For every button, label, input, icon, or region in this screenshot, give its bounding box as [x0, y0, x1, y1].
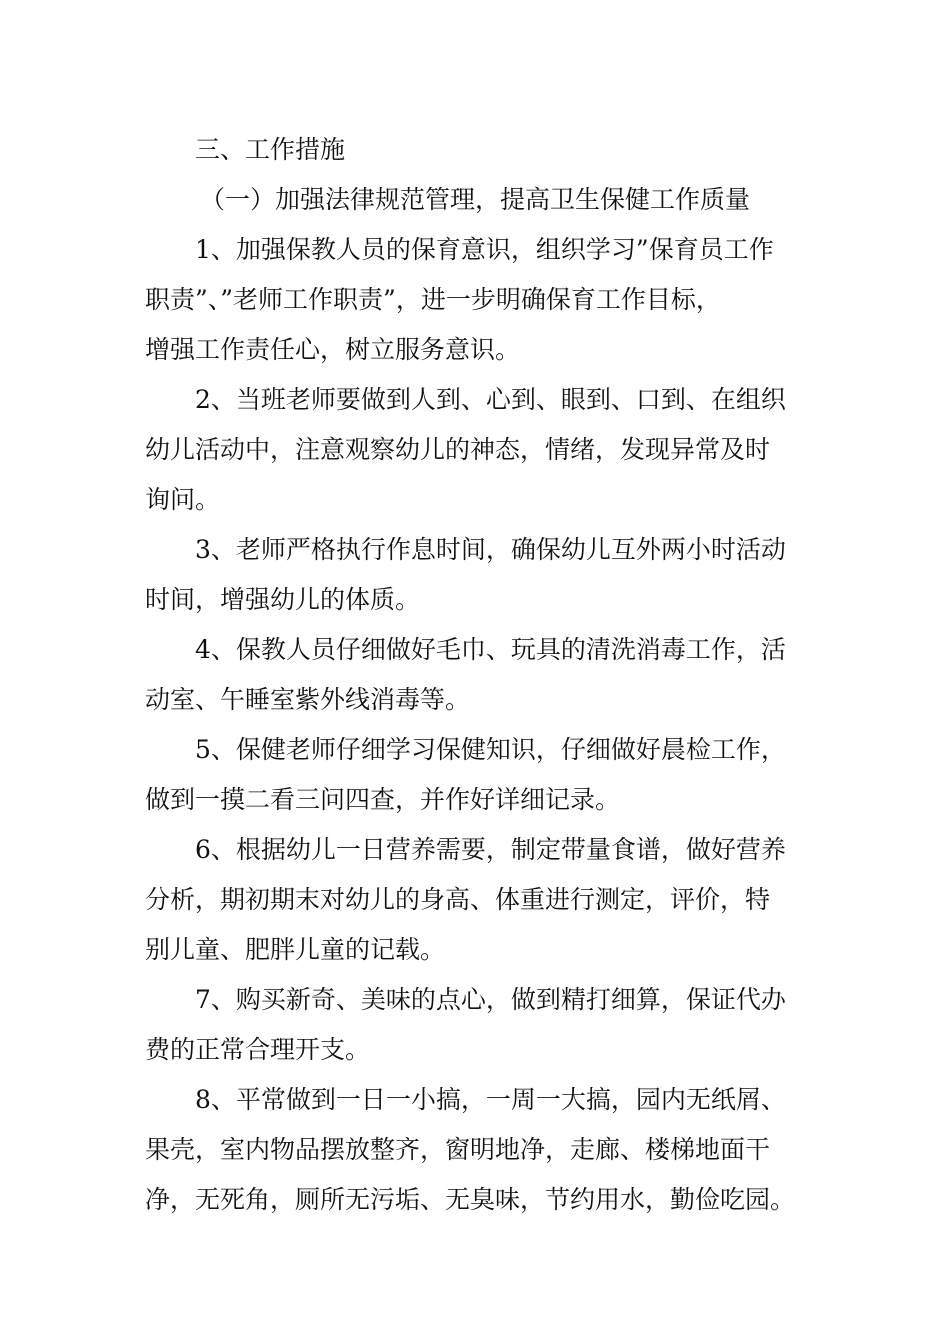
paragraph-line: 做到一摸二看三问四查，并作好详细记录。: [145, 785, 621, 814]
paragraph-line: 别儿童、肥胖儿童的记载。: [145, 935, 446, 964]
paragraph-line: 费的正常合理开支。: [145, 1035, 371, 1064]
paragraph-line: 职责”、”老师工作职责”，进一步明确保育工作目标，: [145, 285, 721, 314]
paragraph-3: [145, 525, 815, 625]
document-body: [145, 125, 815, 1225]
paragraph-line: 增强工作责任心，树立服务意识。: [145, 335, 521, 364]
paragraph-1: [145, 225, 815, 375]
paragraph-line: 8、平常做到一日一小搞，一周一大搞，园内无纸屑、: [195, 1085, 786, 1114]
subsection-heading: （一）加强法律规范管理，提高卫生保健工作质量: [200, 185, 751, 214]
paragraph-5: [145, 725, 815, 825]
paragraph-line: 3、老师严格执行作息时间，确保幼儿互外两小时活动: [195, 535, 786, 564]
paragraph-line: 1、加强保教人员的保育意识，组织学习”保育员工作: [195, 235, 774, 264]
paragraph-line: 净，无死角，厕所无污垢、无臭味，节约用水，勤俭吃园。: [145, 1185, 796, 1214]
paragraph-line: 幼儿活动中，注意观察幼儿的神态，情绪，发现异常及时: [145, 435, 771, 464]
paragraph-line: 6、根据幼儿一日营养需要，制定带量食谱，做好营养: [195, 835, 786, 864]
paragraph-4: [145, 625, 815, 725]
paragraph-8: [145, 1075, 815, 1225]
paragraph-line: 分析，期初期末对幼儿的身高、体重进行测定，评价，特: [145, 885, 771, 914]
paragraph-line: 询问。: [145, 485, 221, 514]
paragraph-line: 2、当班老师要做到人到、心到、眼到、口到、在组织: [195, 385, 786, 414]
paragraph-line: 时间，增强幼儿的体质。: [145, 585, 421, 614]
paragraph-line: 动室、午睡室紫外线消毒等。: [145, 685, 471, 714]
paragraph-line: 果壳，室内物品摆放整齐，窗明地净，走廊、楼梯地面干: [145, 1135, 771, 1164]
paragraph-line: 4、保教人员仔细做好毛巾、玩具的清洗消毒工作，活: [195, 635, 786, 664]
paragraph-line: 7、购买新奇、美味的点心，做到精打细算，保证代办: [195, 985, 786, 1014]
paragraph-2: [145, 375, 815, 525]
paragraph-line: 5、保健老师仔细学习保健知识，仔细做好晨检工作，: [195, 735, 786, 764]
paragraph-6: [145, 825, 815, 975]
paragraph-7: [145, 975, 815, 1075]
section-heading: 三、工作措施: [195, 135, 346, 164]
